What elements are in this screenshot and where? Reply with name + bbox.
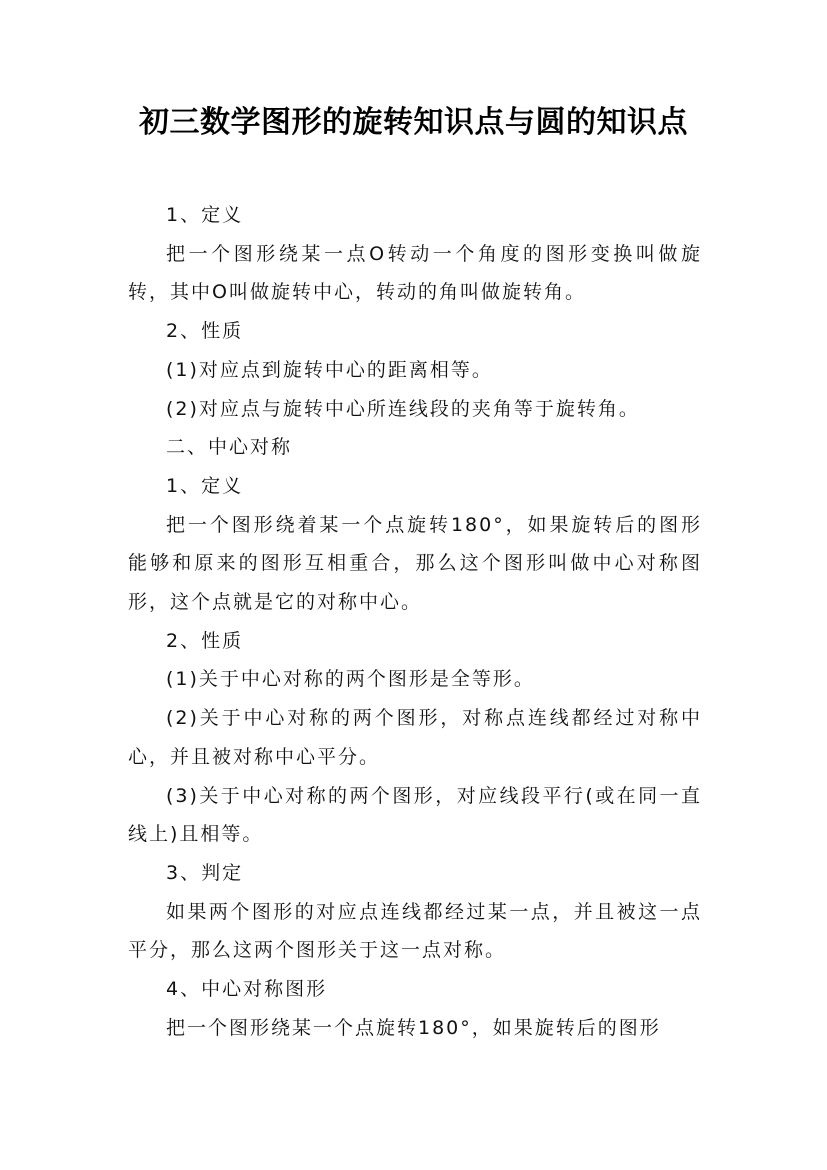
paragraph: (3)关于中心对称的两个图形，对应线段平行(或在同一直线上)且相等。 xyxy=(128,784,702,846)
paragraph: 把一个图形绕某一点O转动一个角度的图形变换叫做旋转，其中O叫做旋转中心，转动的角叫做旋转角。 xyxy=(128,242,702,304)
paragraph: 把一个图形绕着某一个点旋转180°，如果旋转后的图形能够和原来的图形互相重合，那么这个图形叫做中心对称图形，这个点就是它的对称中心。 xyxy=(128,513,702,614)
paragraph: (2)关于中心对称的两个图形，对称点连线都经过对称中心，并且被对称中心平分。 xyxy=(128,707,702,768)
paragraph: 4、中心对称图形 xyxy=(166,978,328,1001)
paragraph: 二、中心对称 xyxy=(166,436,293,459)
paragraph: (2)对应点与旋转中心所连线段的夹角等于旋转角。 xyxy=(166,397,640,420)
paragraph: (1)关于中心对称的两个图形是全等形。 xyxy=(166,668,535,691)
paragraph: 2、性质 xyxy=(166,320,244,343)
paragraph: (1)对应点到旋转中心的距离相等。 xyxy=(166,358,493,381)
paragraph: 1、定义 xyxy=(166,204,244,226)
document-body xyxy=(128,196,702,1047)
paragraph: 3、判定 xyxy=(166,861,244,884)
document-title: 初三数学图形的旋转知识点与圆的知识点 xyxy=(139,105,688,140)
paragraph: 如果两个图形的对应点连线都经过某一点，并且被这一点平分，那么这两个图形关于这一点对称。 xyxy=(128,900,702,962)
paragraph: 把一个图形绕某一个点旋转180°，如果旋转后的图形 xyxy=(166,1016,661,1039)
paragraph: 2、性质 xyxy=(166,629,244,652)
paragraph: 1、定义 xyxy=(166,474,244,497)
